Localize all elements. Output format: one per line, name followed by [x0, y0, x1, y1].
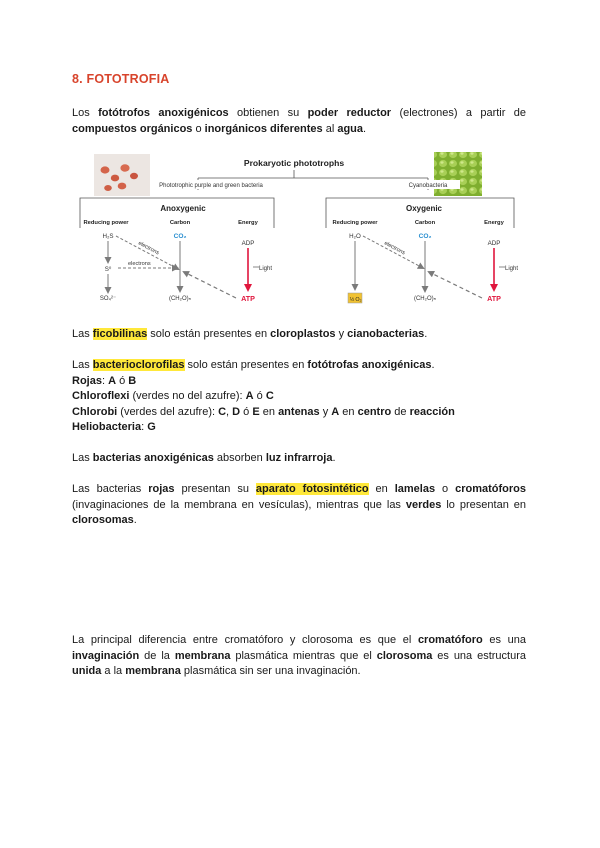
text-run: lo presentan en	[441, 498, 527, 511]
infrarroja-line	[72, 451, 336, 467]
text-run: en	[259, 406, 279, 418]
text-run: A	[108, 375, 117, 387]
text-run: (invaginaciones de la membrana en vesículas), mientras que las	[72, 498, 406, 511]
so4-label: SO₄²⁻	[99, 296, 117, 302]
section-heading: 8. FOTOTROFIA	[72, 72, 170, 86]
text-run: reacción	[409, 406, 455, 418]
oxy-reducing-header: Reducing power	[332, 220, 378, 226]
text-run: invaginación	[72, 649, 140, 662]
text-run: absorben	[213, 452, 266, 464]
oxy-adp-label: ADP	[487, 240, 501, 247]
text-run: cromatóforos	[455, 483, 526, 495]
oxy-co2-label: CO₂	[418, 233, 432, 240]
electrons-label-1: electrons	[137, 240, 160, 257]
text-run: poder reductor	[307, 107, 392, 119]
rojas-line	[72, 374, 136, 390]
bacterioclorofilas-line	[72, 358, 435, 374]
oxy-carbon-header: Carbon	[414, 220, 436, 226]
aparato-fotosintetico-paragraph	[72, 482, 526, 529]
o2-label: O₂	[355, 297, 362, 303]
o2-fraction: ½	[349, 297, 355, 303]
oxy-atp-label: ATP	[487, 294, 501, 303]
text-run: Rojas	[72, 375, 102, 387]
text-run: unida	[72, 665, 102, 677]
anox-co2-label: CO₂	[173, 233, 187, 240]
text-run: .	[424, 328, 428, 340]
text-run: B	[128, 375, 137, 387]
oxy-electrons-arrow	[363, 236, 423, 268]
cyanobacteria-photo	[434, 152, 482, 196]
text-run: fotótrofos anoxigénicos	[98, 107, 229, 119]
text-run: C	[218, 406, 227, 418]
oxy-atp-to-carbon-arrow	[429, 272, 482, 298]
text-run: (verdes no del azufre):	[129, 390, 246, 402]
heliobacteria-line	[72, 420, 156, 436]
text-run: Los	[72, 107, 99, 119]
text-run: ó	[240, 406, 253, 418]
text-run: Chlorobi	[72, 406, 118, 418]
s0-label: S⁰	[104, 266, 112, 273]
text-run: o	[192, 122, 205, 135]
text-run: plasmática mientras que el	[230, 649, 377, 662]
text-run: es una	[482, 634, 526, 646]
text-run: .	[363, 122, 367, 135]
text-run: obtienen su	[228, 107, 308, 119]
text-run: :	[141, 421, 148, 433]
text-run: bacterioclorofilas	[92, 359, 185, 371]
text-run: .	[133, 514, 137, 526]
h2s-label: H₂S	[102, 233, 114, 240]
text-run: G	[147, 421, 156, 433]
text-run: cromatóforo	[417, 634, 483, 646]
text-run: .	[332, 452, 336, 464]
anox-light-label: Light	[259, 266, 273, 272]
diferencia-paragraph	[72, 633, 526, 680]
text-run: a la	[101, 665, 126, 677]
text-run: plasmática sin ser una invaginación.	[180, 665, 361, 677]
text-run: Las	[72, 359, 93, 371]
figure-title: Prokaryotic phototrophs	[243, 158, 345, 168]
text-run: y	[319, 406, 332, 418]
text-run: A	[331, 406, 340, 418]
text-run: Las	[72, 452, 93, 464]
text-run: E	[252, 406, 260, 418]
anox-carbon-header: Carbon	[169, 220, 191, 226]
text-run: luz infrarroja	[265, 452, 333, 464]
text-run: compuestos orgánicos	[72, 122, 193, 135]
intro-paragraph	[72, 106, 526, 137]
text-run: C	[265, 390, 274, 402]
text-run: :	[101, 375, 109, 387]
text-run: clorosomas	[72, 514, 134, 526]
text-run: ficobilinas	[92, 328, 148, 340]
text-run: Heliobacteria	[72, 421, 142, 433]
text-run: o	[435, 483, 456, 495]
ficobilinas-line	[72, 327, 427, 343]
text-run: rojas	[148, 483, 175, 495]
text-run: A	[245, 390, 254, 402]
text-run: membrana	[125, 665, 181, 677]
electrons-label-2: electrons	[128, 261, 151, 267]
chloroflexi-line	[72, 389, 274, 405]
text-run: Las	[72, 328, 93, 340]
text-run: cianobacterias	[347, 328, 425, 340]
text-run: es una estructura	[432, 649, 526, 662]
text-run: y	[335, 328, 348, 340]
text-run: membrana	[174, 649, 231, 662]
text-run: cloroplastos	[270, 328, 336, 340]
anox-atp-label: ATP	[241, 294, 255, 303]
text-run: fotótrofas anoxigénicas	[307, 359, 432, 371]
anox-energy-header: Energy	[238, 220, 258, 226]
text-run: aparato fotosintético	[255, 483, 369, 495]
text-run: agua	[337, 122, 364, 135]
anox-adp-label: ADP	[241, 240, 255, 247]
oxy-electrons-label: electrons	[383, 240, 406, 257]
text-run: ,	[226, 406, 233, 418]
text-run: solo están presentes en	[147, 328, 271, 340]
text-run: de la	[139, 649, 175, 662]
text-run: ó	[253, 390, 266, 402]
text-run: solo están presentes en	[184, 359, 308, 371]
oxy-energy-header: Energy	[484, 220, 504, 226]
oxy-ch2o-label: (CH₂O)ₙ	[413, 296, 437, 302]
text-run: antenas	[278, 406, 320, 418]
oxygenic-label: Oxygenic	[405, 204, 443, 213]
text-run: centro	[357, 406, 392, 418]
atp-to-carbon-arrow	[184, 272, 236, 298]
chlorobi-line	[72, 405, 455, 421]
text-run: al	[322, 122, 338, 135]
text-run: Chloroflexi	[72, 390, 130, 402]
h2o-label: H₂O	[349, 233, 361, 240]
text-run: en	[368, 483, 395, 495]
branch-right-label: Cyanobacteria	[408, 183, 448, 189]
text-run: clorosoma	[376, 649, 433, 662]
text-run: lamelas	[394, 483, 436, 495]
text-run: inorgánicos diferentes	[204, 122, 323, 135]
text-run: D	[232, 406, 241, 418]
text-run: en	[339, 406, 358, 418]
text-run: verdes	[405, 498, 442, 511]
oxy-light-label: Light	[505, 266, 519, 272]
text-run: ó	[116, 375, 129, 387]
text-run: .	[431, 359, 435, 371]
purple-bacteria-photo	[94, 154, 150, 196]
text-run: Las bacterias	[72, 483, 149, 495]
anoxygenic-label: Anoxygenic	[160, 204, 206, 213]
anox-ch2o-label: (CH₂O)ₙ	[168, 296, 192, 302]
text-run: (electrones) a partir de	[391, 107, 526, 119]
branch-left-label: Phototrophic purple and green bacteria	[159, 183, 263, 189]
text-run: La principal diferencia entre cromatóforo y clorosoma es que el	[72, 634, 418, 646]
anox-reducing-header: Reducing power	[83, 220, 129, 226]
text-run: presentan su	[174, 483, 256, 495]
text-run: (verdes del azufre):	[117, 406, 219, 418]
phototrophs-figure	[78, 150, 528, 315]
text-run: bacterias anoxigénicas	[92, 452, 214, 464]
text-run: de	[391, 406, 410, 418]
